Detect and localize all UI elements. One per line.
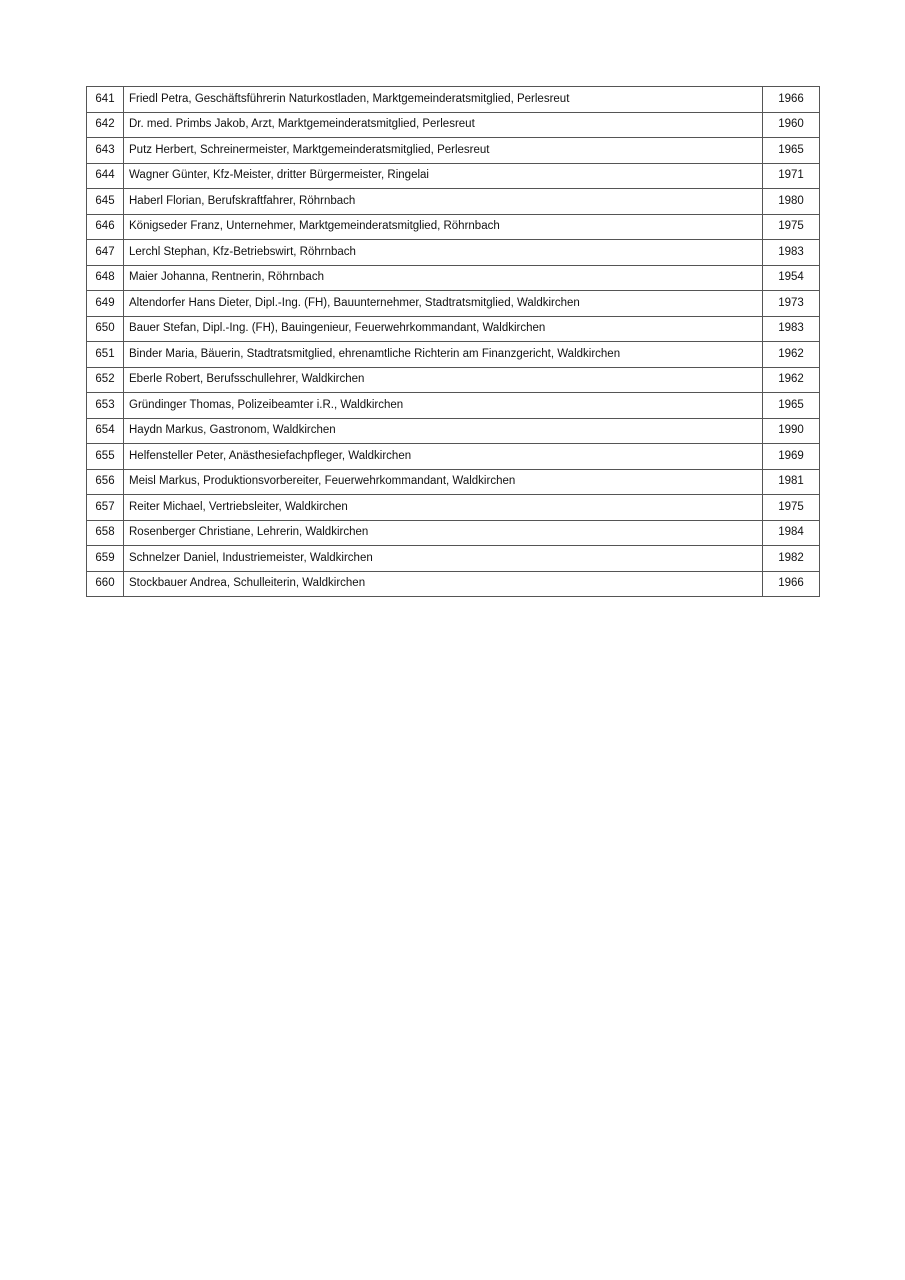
entry-number: 656: [87, 469, 124, 495]
table-row: [87, 520, 820, 546]
table-row: [87, 342, 820, 368]
entry-description: Altendorfer Hans Dieter, Dipl.-Ing. (FH), Bauunternehmer, Stadtratsmitglied, Waldkirchen: [124, 291, 763, 317]
entry-year: 1971: [763, 163, 820, 189]
entry-description: Friedl Petra, Geschäftsführerin Naturkostladen, Marktgemeinderatsmitglied, Perlesreut: [124, 87, 763, 113]
entry-year: 1966: [763, 87, 820, 113]
entry-number: 647: [87, 240, 124, 266]
table-row: [87, 87, 820, 113]
table-row: [87, 138, 820, 164]
entry-description: Bauer Stefan, Dipl.-Ing. (FH), Bauingenieur, Feuerwehrkommandant, Waldkirchen: [124, 316, 763, 342]
entry-year: 1984: [763, 520, 820, 546]
entry-number: 646: [87, 214, 124, 240]
entry-number: 649: [87, 291, 124, 317]
table-row: [87, 291, 820, 317]
entry-number: 655: [87, 444, 124, 470]
table-row: [87, 214, 820, 240]
table-row: [87, 444, 820, 470]
entry-description: Putz Herbert, Schreinermeister, Marktgemeinderatsmitglied, Perlesreut: [124, 138, 763, 164]
table-row: [87, 240, 820, 266]
entry-number: 652: [87, 367, 124, 393]
entry-number: 654: [87, 418, 124, 444]
table-row: [87, 546, 820, 572]
table-row: [87, 469, 820, 495]
entry-year: 1965: [763, 138, 820, 164]
entry-year: 1969: [763, 444, 820, 470]
entry-description: Wagner Günter, Kfz-Meister, dritter Bürgermeister, Ringelai: [124, 163, 763, 189]
entry-year: 1954: [763, 265, 820, 291]
table-row: [87, 189, 820, 215]
entry-description: Dr. med. Primbs Jakob, Arzt, Marktgemeinderatsmitglied, Perlesreut: [124, 112, 763, 138]
entry-year: 1962: [763, 342, 820, 368]
entry-year: 1973: [763, 291, 820, 317]
table-row: [87, 393, 820, 419]
entry-year: 1962: [763, 367, 820, 393]
table-row: [87, 316, 820, 342]
entry-number: 642: [87, 112, 124, 138]
entry-number: 644: [87, 163, 124, 189]
entry-year: 1965: [763, 393, 820, 419]
entry-description: Helfensteller Peter, Anästhesiefachpfleger, Waldkirchen: [124, 444, 763, 470]
entry-number: 645: [87, 189, 124, 215]
entry-year: 1983: [763, 240, 820, 266]
entry-description: Rosenberger Christiane, Lehrerin, Waldkirchen: [124, 520, 763, 546]
entry-year: 1975: [763, 495, 820, 521]
entry-number: 651: [87, 342, 124, 368]
entry-number: 650: [87, 316, 124, 342]
entry-number: 660: [87, 571, 124, 597]
entry-year: 1960: [763, 112, 820, 138]
entry-year: 1981: [763, 469, 820, 495]
entry-number: 643: [87, 138, 124, 164]
candidate-table: [86, 86, 820, 597]
table-row: [87, 112, 820, 138]
entry-description: Meisl Markus, Produktionsvorbereiter, Feuerwehrkommandant, Waldkirchen: [124, 469, 763, 495]
entry-year: 1982: [763, 546, 820, 572]
entry-description: Stockbauer Andrea, Schulleiterin, Waldkirchen: [124, 571, 763, 597]
table-row: [87, 265, 820, 291]
entry-number: 658: [87, 520, 124, 546]
entry-year: 1975: [763, 214, 820, 240]
entry-description: Haberl Florian, Berufskraftfahrer, Röhrnbach: [124, 189, 763, 215]
entry-description: Schnelzer Daniel, Industriemeister, Waldkirchen: [124, 546, 763, 572]
entry-description: Königseder Franz, Unternehmer, Marktgemeinderatsmitglied, Röhrnbach: [124, 214, 763, 240]
entry-year: 1990: [763, 418, 820, 444]
entry-number: 653: [87, 393, 124, 419]
table-row: [87, 418, 820, 444]
entry-year: 1966: [763, 571, 820, 597]
entry-description: Binder Maria, Bäuerin, Stadtratsmitglied, ehrenamtliche Richterin am Finanzgericht, Waldkirchen: [124, 342, 763, 368]
entry-number: 648: [87, 265, 124, 291]
entry-description: Gründinger Thomas, Polizeibeamter i.R., Waldkirchen: [124, 393, 763, 419]
table-row: [87, 571, 820, 597]
entry-description: Lerchl Stephan, Kfz-Betriebswirt, Röhrnbach: [124, 240, 763, 266]
entry-number: 641: [87, 87, 124, 113]
table-row: [87, 163, 820, 189]
entry-number: 657: [87, 495, 124, 521]
entry-number: 659: [87, 546, 124, 572]
entry-year: 1980: [763, 189, 820, 215]
entry-year: 1983: [763, 316, 820, 342]
table-row: [87, 367, 820, 393]
entry-description: Maier Johanna, Rentnerin, Röhrnbach: [124, 265, 763, 291]
entry-description: Eberle Robert, Berufsschullehrer, Waldkirchen: [124, 367, 763, 393]
entry-description: Haydn Markus, Gastronom, Waldkirchen: [124, 418, 763, 444]
entry-description: Reiter Michael, Vertriebsleiter, Waldkirchen: [124, 495, 763, 521]
table-row: [87, 495, 820, 521]
